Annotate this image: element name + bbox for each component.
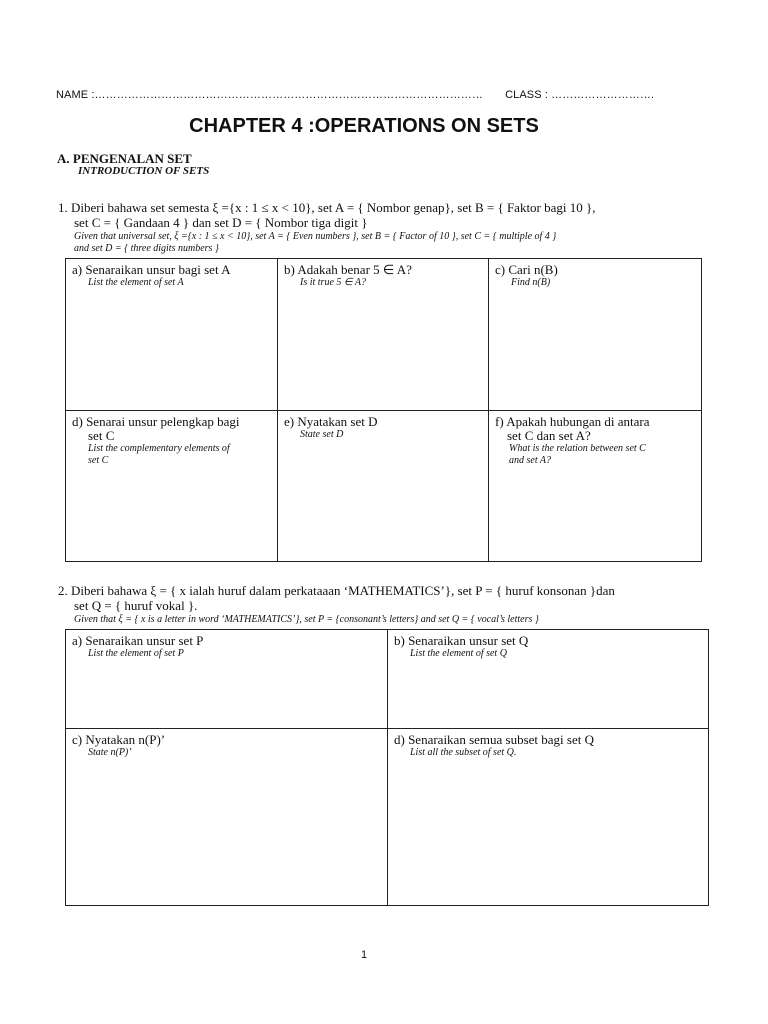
q1-cell-c[interactable] [489,259,702,411]
q1-cell-f[interactable] [489,411,702,562]
q1-d-english: List the complementary elements of [88,443,230,454]
q1-e-english: State set D [300,429,344,440]
q1-cell-b[interactable] [278,259,489,411]
q1-cell-e[interactable] [278,411,489,562]
q1-answer-grid [65,258,702,562]
q1-english-line1: Given that universal set, ξ ={x : 1 ≤ x < 10}, set A = { Even numbers }, set B = { Factor of 10 }, set C = { multiple of 4 } [74,231,557,242]
name-class-line [56,89,716,101]
q2-cell-c[interactable] [66,729,388,906]
q2-cell-b[interactable] [388,630,709,729]
q2-answer-grid [65,629,709,906]
q2-cell-d[interactable] [388,729,709,906]
q2-cell-a[interactable] [66,630,388,729]
q1-line1: 1. Diberi bahawa set semesta ξ ={x : 1 ≤ x < 10}, set A = { Nombor genap}, set B = { Faktor bagi 10 }, [58,200,596,215]
q1-d-english-cont: set C [88,455,109,466]
q1-a-english: List the element of set A [88,277,184,288]
q1-d-question-cont: set C [88,428,115,443]
q1-f-question-cont: set C dan set A? [507,428,591,443]
page-number: 1 [360,949,368,961]
q2-line2: set Q = { huruf vokal }. [74,598,198,613]
q1-line2: set C = { Gandaan 4 } dan set D = { Nombor tiga digit } [74,215,368,230]
q1-c-english: Find n(B) [511,277,551,288]
q1-b-english: Is it true 5 ∈ A? [300,277,367,288]
page-title: CHAPTER 4 :OPERATIONS ON SETS [189,115,539,137]
q1-c-question: c) Cari n(B) [495,262,558,277]
q2-d-question: d) Senaraikan semua subset bagi set Q [394,732,595,747]
class-field[interactable]: CLASS : ………………………. [505,89,655,101]
section-title: A. PENGENALAN SET [57,151,192,166]
q2-c-question: c) Nyatakan n(P)’ [72,732,166,747]
q2-line1: 2. Diberi bahawa ξ = { x ialah huruf dalam perkataaan ‘MATHEMATICS’}, set P = { huruf konsonan }dan [58,583,615,598]
q1-e-question: e) Nyatakan set D [284,414,378,429]
q1-f-english: What is the relation between set C [509,443,646,454]
name-field[interactable]: NAME :…………………………………………………………………………………………… [56,89,483,101]
q1-f-question: f) Apakah hubungan di antara [495,414,650,429]
q2-english-line1: Given that ξ = { x is a letter in word ‘MATHEMATICS’}, set P = {consonant’s letters} and set Q = { vocal’s letters } [74,614,539,625]
q1-a-question: a) Senaraikan unsur bagi set A [72,262,231,277]
q1-b-question: b) Adakah benar 5 ∈ A? [284,262,412,277]
q1-d-question: d) Senarai unsur pelengkap bagi [72,414,240,429]
q2-c-english: State n(P)’ [88,747,132,758]
q1-f-english-cont: and set A? [509,455,552,466]
q2-a-question: a) Senaraikan unsur set P [72,633,204,648]
q2-b-question: b) Senaraikan unsur set Q [394,633,529,648]
q1-cell-d[interactable] [66,411,278,562]
q2-b-english: List the element of set Q [410,648,507,659]
section-subtitle: INTRODUCTION OF SETS [78,165,210,177]
q2-d-english: List all the subset of set Q. [410,747,517,758]
q1-cell-a[interactable] [66,259,278,411]
q1-english-line2: and set D = { three digits numbers } [74,243,219,254]
q2-a-english: List the element of set P [88,648,184,659]
